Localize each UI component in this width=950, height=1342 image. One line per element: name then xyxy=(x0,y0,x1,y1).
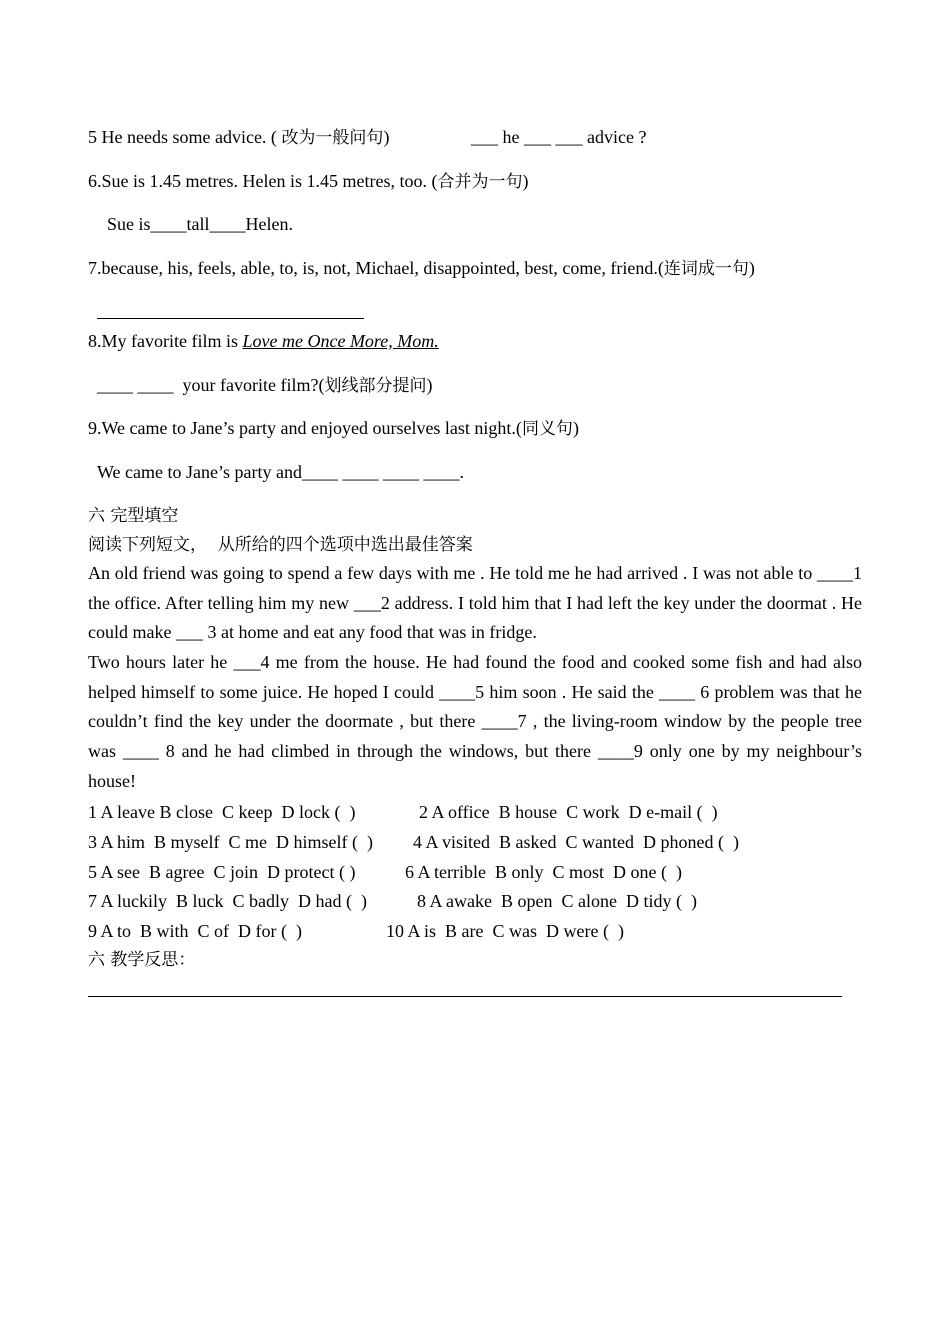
q8-answer[interactable] xyxy=(97,374,432,397)
q9-answer-blank[interactable]: We came to Jane’s party and____ ____ ____ ____. xyxy=(97,462,464,482)
q8-text: 8.My favorite film is xyxy=(88,331,243,351)
section-6-title: 六 完型填空 xyxy=(88,506,179,526)
option-row-3b[interactable]: 6 A terrible B only C most D one ( ) xyxy=(405,862,682,882)
question-5 xyxy=(88,126,389,149)
reflection-answer-line[interactable] xyxy=(88,996,842,997)
q5-text: 5 He needs some advice. ( xyxy=(88,127,282,147)
question-9 xyxy=(88,417,579,440)
q7-text: 7.because, his, feels, able, to, is, not, Michael, disappointed, best, come, friend.( xyxy=(88,258,664,278)
option-row-5a[interactable]: 9 A to B with C of D for ( ) xyxy=(88,921,302,941)
q9-instruction: 同义句 xyxy=(521,419,573,439)
passage-paragraph-1: An old friend was going to spend a few days with me . He told me he had arrived . I was not able to ____1 the office. After telling him my new ___2 address. I told him that I had left the key under the doormat . He could make ___ 3 at home and eat any food that was in fridge. xyxy=(88,563,862,643)
q8-close: ) xyxy=(426,375,433,395)
option-row-5b[interactable]: 10 A is B are C was D were ( ) xyxy=(386,921,624,941)
q6-instruction: 合并为一句 xyxy=(437,172,523,192)
q8-instruction: 划线部分提问 xyxy=(324,376,427,396)
q9-close: ) xyxy=(572,418,579,438)
q8-underlined-title: Love me Once More, Mom. xyxy=(242,331,439,351)
option-row-4b[interactable]: 8 A awake B open C alone D tidy ( ) xyxy=(417,891,697,911)
question-8 xyxy=(88,330,439,352)
q5-answer-blank[interactable]: ___ he ___ ___ advice ? xyxy=(471,127,647,147)
section-6-instruction: 阅读下列短文， 从所给的四个选项中选出最佳答案 xyxy=(88,535,473,555)
q5-instruction: 改为一般问句 xyxy=(281,128,384,148)
passage-paragraph-2: Two hours later he ___4 me from the house. He had found the food and cooked some fish and had also helped himself to some juice. He hoped I could ____5 him soon . He said the ____ 6 problem was that he couldn’t find the key under the doormate , but there ____7 , the living-room window by the people tree was ____ 8 and he had climbed in through the windows, but there ____9 only one by my neighbour’s house! xyxy=(88,652,862,791)
q7-close: ) xyxy=(748,258,755,278)
question-7 xyxy=(88,257,755,280)
q6-close: ) xyxy=(522,171,529,191)
option-row-2a[interactable]: 3 A him B myself C me D himself ( ) xyxy=(88,832,373,852)
q6-answer-blank[interactable]: Sue is____tall____Helen. xyxy=(107,214,293,234)
q5-close: ) xyxy=(383,127,390,147)
reflection-title: 六 教学反思： xyxy=(88,950,196,970)
option-row-1a[interactable]: 1 A leave B close C keep D lock ( ) xyxy=(88,802,356,822)
q6-text: 6.Sue is 1.45 metres. Helen is 1.45 metres, too. ( xyxy=(88,171,438,191)
option-row-4a[interactable]: 7 A luckily B luck C badly D had ( ) xyxy=(88,891,367,911)
q7-instruction: 连词成一句 xyxy=(663,259,749,279)
question-6 xyxy=(88,170,528,193)
q8-answer-pre: ____ ____ your favorite film?( xyxy=(97,375,325,395)
q7-answer-line[interactable] xyxy=(97,318,364,319)
option-row-1b[interactable]: 2 A office B house C work D e-mail ( ) xyxy=(419,802,718,822)
option-row-3a[interactable]: 5 A see B agree C join D protect ( ) xyxy=(88,862,356,882)
q9-text: 9.We came to Jane’s party and enjoyed ourselves last night.( xyxy=(88,418,522,438)
option-row-2b[interactable]: 4 A visited B asked C wanted D phoned ( ) xyxy=(413,832,739,852)
